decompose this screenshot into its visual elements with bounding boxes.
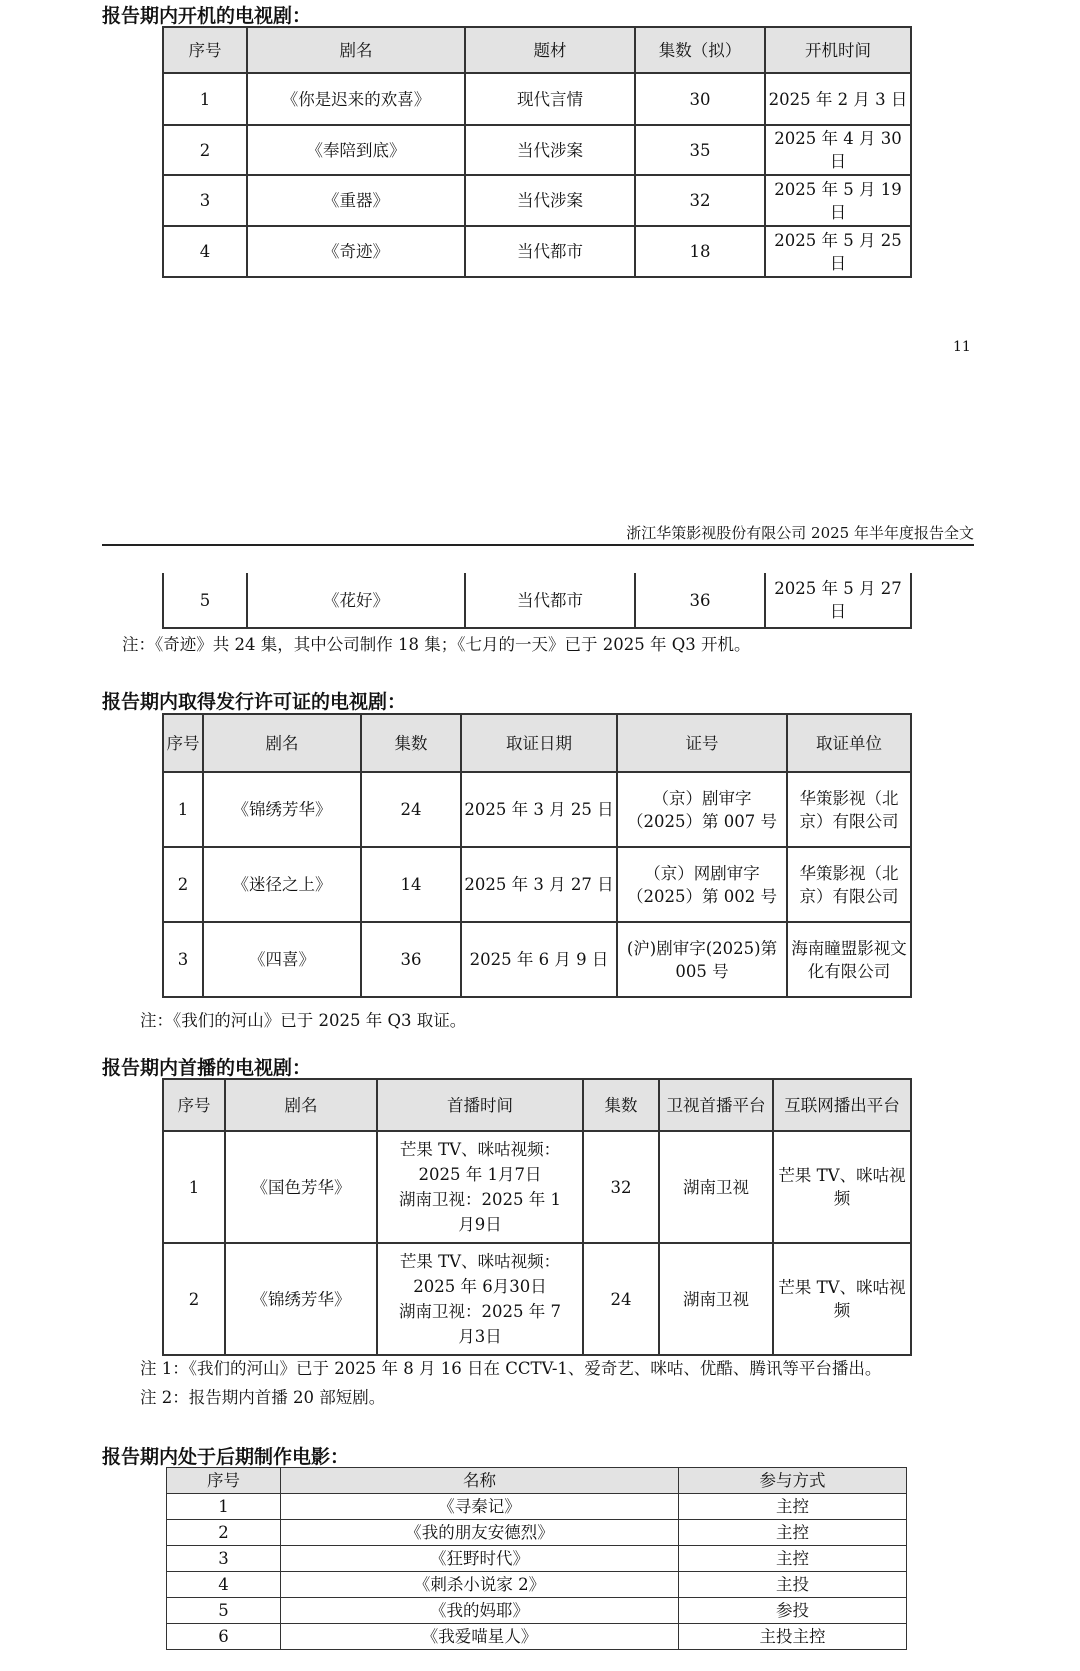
cell-license-date: 2025 年 3 月 27 日 — [461, 847, 617, 922]
premiere-time-line: 2025 年 6月30日 — [413, 1277, 547, 1296]
column-header: 集数 — [583, 1079, 659, 1131]
cell-episodes: 14 — [361, 847, 461, 922]
cell-title: 《迷径之上》 — [203, 847, 361, 922]
cell-episodes: 24 — [583, 1243, 659, 1355]
column-header: 序号 — [163, 714, 203, 772]
filming-table — [162, 26, 912, 278]
cell-no: 2 — [163, 1243, 225, 1355]
cell-no: 3 — [167, 1546, 281, 1572]
cell-episodes: 32 — [583, 1131, 659, 1243]
cell-title: 《锦绣芳华》 — [203, 772, 361, 847]
cell-title: 《国色芳华》 — [225, 1131, 377, 1243]
cell-genre: 当代涉案 — [465, 125, 635, 175]
cell-episodes: 35 — [635, 125, 765, 175]
cell-film-name: 《狂野时代》 — [281, 1546, 679, 1572]
premiere-time-line: 芒果 TV、咪咕视频： — [399, 1252, 561, 1271]
cell-license-number: （京）网剧审字（2025）第 002 号 — [617, 847, 787, 922]
cell-premiere-time — [377, 1131, 583, 1243]
cell-title: 《锦绣芳华》 — [225, 1243, 377, 1355]
premiere-time-line: 月9日 — [458, 1215, 502, 1234]
cell-film-name: 《刺杀小说家 2》 — [281, 1572, 679, 1598]
cell-no: 1 — [167, 1494, 281, 1520]
table-row — [167, 1598, 907, 1624]
table-header-row — [167, 1468, 907, 1494]
cell-start-date: 2025 年 5 月 25 日 — [765, 226, 911, 277]
cell-participation: 主控 — [679, 1520, 907, 1546]
column-header: 开机时间 — [765, 27, 911, 73]
running-header: 浙江华策影视股份有限公司 2025 年半年度报告全文 — [626, 524, 974, 542]
filming-table-continued — [162, 573, 912, 629]
cell-no: 5 — [163, 573, 247, 628]
cell-license-number: （京）剧审字（2025）第 007 号 — [617, 772, 787, 847]
cell-license-date: 2025 年 6 月 9 日 — [461, 922, 617, 997]
table-header-row — [163, 714, 911, 772]
cell-episodes: 36 — [361, 922, 461, 997]
cell-license-date: 2025 年 3 月 25 日 — [461, 772, 617, 847]
cell-film-name: 《我爱喵星人》 — [281, 1624, 679, 1650]
cell-episodes: 18 — [635, 226, 765, 277]
cell-no: 6 — [167, 1624, 281, 1650]
cell-genre: 当代都市 — [465, 226, 635, 277]
table-row — [163, 73, 911, 125]
premiere-time-line: 芒果 TV、咪咕视频： — [399, 1140, 561, 1159]
cell-no: 1 — [163, 73, 247, 125]
premiere-time-line: 湖南卫视：2025 年 7 — [399, 1302, 561, 1321]
cell-title: 《花好》 — [247, 573, 465, 628]
premiere-table — [162, 1078, 912, 1356]
cell-start-date: 2025 年 5 月 27 日 — [765, 573, 911, 628]
column-header: 集数（拟） — [635, 27, 765, 73]
cell-film-name: 《寻秦记》 — [281, 1494, 679, 1520]
cell-episodes: 24 — [361, 772, 461, 847]
table-header-row — [163, 1079, 911, 1131]
section-heading-license: 报告期内取得发行许可证的电视剧： — [102, 691, 407, 713]
table-row — [167, 1494, 907, 1520]
premiere-note-2: 注 2：报告期内首播 20 部短剧。 — [140, 1388, 386, 1407]
premiere-time-line: 湖南卫视：2025 年 1 — [399, 1190, 561, 1209]
cell-title: 《奉陪到底》 — [247, 125, 465, 175]
section-heading-premiere: 报告期内首播的电视剧： — [102, 1057, 312, 1079]
cell-participation: 参投 — [679, 1598, 907, 1624]
column-header: 互联网播出平台 — [773, 1079, 911, 1131]
cell-no: 4 — [167, 1572, 281, 1598]
cell-genre: 当代涉案 — [465, 175, 635, 226]
cell-film-name: 《我的妈耶》 — [281, 1598, 679, 1624]
table-row — [163, 175, 911, 226]
cell-no: 3 — [163, 922, 203, 997]
cell-start-date: 2025 年 4 月 30 日 — [765, 125, 911, 175]
header-rule — [102, 544, 974, 546]
filming-note: 注：《奇迹》共 24 集，其中公司制作 18 集；《七月的一天》已于 2025 年 Q3 开机。 — [122, 635, 751, 654]
cell-no: 5 — [167, 1598, 281, 1624]
cell-participation: 主控 — [679, 1494, 907, 1520]
column-header: 名称 — [281, 1468, 679, 1494]
cell-no: 1 — [163, 772, 203, 847]
table-row — [163, 226, 911, 277]
cell-license-unit: 海南瞳盟影视文化有限公司 — [787, 922, 911, 997]
premiere-time-line: 月3日 — [458, 1327, 502, 1346]
table-row — [163, 922, 911, 997]
cell-participation: 主投主控 — [679, 1624, 907, 1650]
cell-start-date: 2025 年 5 月 19 日 — [765, 175, 911, 226]
section-heading-filming: 报告期内开机的电视剧： — [102, 5, 312, 27]
column-header: 剧名 — [247, 27, 465, 73]
table-row — [167, 1624, 907, 1650]
cell-title: 《奇迹》 — [247, 226, 465, 277]
cell-premiere-time — [377, 1243, 583, 1355]
section-heading-post-production: 报告期内处于后期制作电影： — [102, 1446, 350, 1468]
column-header: 剧名 — [225, 1079, 377, 1131]
cell-license-unit: 华策影视（北京）有限公司 — [787, 847, 911, 922]
table-row — [163, 125, 911, 175]
cell-film-name: 《我的朋友安德烈》 — [281, 1520, 679, 1546]
column-header: 序号 — [167, 1468, 281, 1494]
table-row — [167, 1572, 907, 1598]
cell-no: 4 — [163, 226, 247, 277]
cell-tv-platform: 湖南卫视 — [659, 1243, 773, 1355]
cell-no: 1 — [163, 1131, 225, 1243]
table-row — [167, 1546, 907, 1572]
cell-title: 《四喜》 — [203, 922, 361, 997]
premiere-note-1: 注 1：《我们的河山》已于 2025 年 8 月 16 日在 CCTV-1、爱奇艺、咪咕、优酷、腾讯等平台播出。 — [140, 1359, 882, 1378]
page-number: 11 — [953, 339, 971, 355]
cell-no: 3 — [163, 175, 247, 226]
table-header-row — [163, 27, 911, 73]
column-header: 序号 — [163, 1079, 225, 1131]
cell-license-unit: 华策影视（北京）有限公司 — [787, 772, 911, 847]
post-production-table — [166, 1467, 907, 1650]
license-table — [162, 713, 912, 998]
cell-participation: 主投 — [679, 1572, 907, 1598]
cell-genre: 现代言情 — [465, 73, 635, 125]
cell-tv-platform: 湖南卫视 — [659, 1131, 773, 1243]
column-header: 证号 — [617, 714, 787, 772]
cell-title: 《你是迟来的欢喜》 — [247, 73, 465, 125]
cell-start-date: 2025 年 2 月 3 日 — [765, 73, 911, 125]
cell-title: 《重器》 — [247, 175, 465, 226]
cell-online-platform: 芒果 TV、咪咕视频 — [773, 1243, 911, 1355]
column-header: 序号 — [163, 27, 247, 73]
cell-episodes: 32 — [635, 175, 765, 226]
cell-episodes: 30 — [635, 73, 765, 125]
column-header: 剧名 — [203, 714, 361, 772]
column-header: 参与方式 — [679, 1468, 907, 1494]
column-header: 卫视首播平台 — [659, 1079, 773, 1131]
cell-license-number: (沪)剧审字(2025)第 005 号 — [617, 922, 787, 997]
table-row — [163, 1243, 911, 1355]
cell-no: 2 — [167, 1520, 281, 1546]
column-header: 取证日期 — [461, 714, 617, 772]
license-note: 注：《我们的河山》已于 2025 年 Q3 取证。 — [140, 1011, 467, 1030]
table-row — [163, 772, 911, 847]
column-header: 集数 — [361, 714, 461, 772]
cell-no: 2 — [163, 847, 203, 922]
cell-participation: 主控 — [679, 1546, 907, 1572]
premiere-time-line: 2025 年 1月7日 — [418, 1165, 542, 1184]
column-header: 首播时间 — [377, 1079, 583, 1131]
column-header: 取证单位 — [787, 714, 911, 772]
table-row — [163, 847, 911, 922]
cell-no: 2 — [163, 125, 247, 175]
cell-episodes: 36 — [635, 573, 765, 628]
cell-online-platform: 芒果 TV、咪咕视频 — [773, 1131, 911, 1243]
table-row — [167, 1520, 907, 1546]
cell-genre: 当代都市 — [465, 573, 635, 628]
table-row — [163, 1131, 911, 1243]
column-header: 题材 — [465, 27, 635, 73]
table-row — [163, 573, 911, 628]
